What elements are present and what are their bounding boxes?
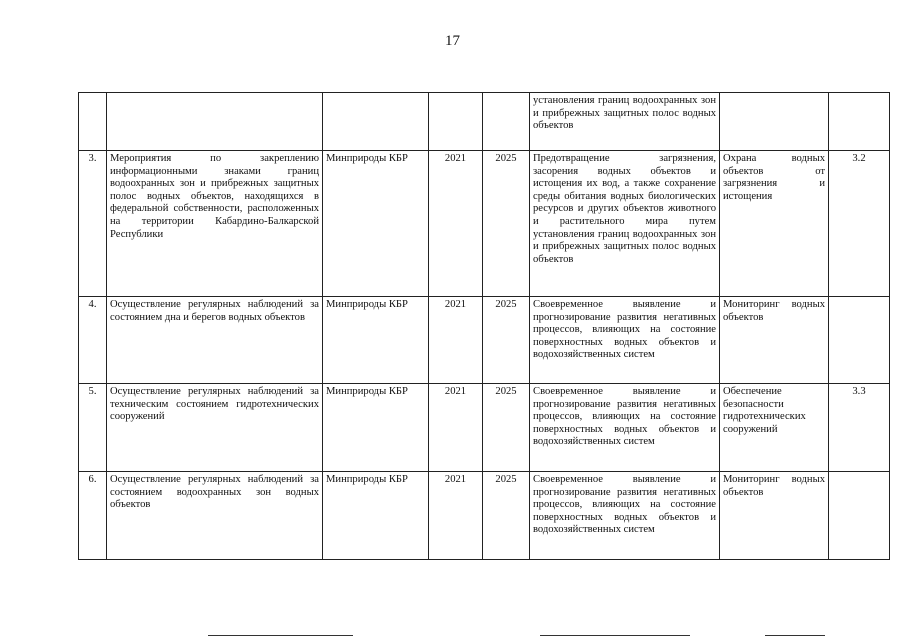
cell-executor: [323, 384, 429, 472]
goal-text: Охрана водных объектов от загрязнения и истощения: [723, 153, 825, 202]
expected-result-text: установления границ водоохранных зон и прибрежных защитных полос водных объектов: [533, 95, 716, 132]
footer-line-middle: [540, 635, 690, 636]
goal-text: Мониторинг водных объектов: [723, 474, 825, 498]
footer-line-left: [208, 635, 353, 636]
table-row: [79, 297, 890, 384]
cell-end-year: [483, 297, 530, 384]
cell-reference: [829, 384, 890, 472]
row-number-text: 4.: [88, 299, 97, 310]
cell-expected-result: [530, 151, 720, 297]
cell-row-number: [79, 384, 107, 472]
cell-end-year: [483, 472, 530, 560]
cell-start-year: [429, 151, 483, 297]
executor-text: Минприроды КБР: [326, 386, 408, 397]
cell-start-year: [429, 93, 483, 151]
cell-measure-name: [107, 151, 323, 297]
cell-row-number: [79, 151, 107, 297]
cell-row-number: [79, 93, 107, 151]
cell-reference: [829, 151, 890, 297]
cell-row-number: [79, 297, 107, 384]
table-row: [79, 93, 890, 151]
cell-executor: [323, 472, 429, 560]
measure-name-text: Осуществление регулярных наблюдений за состоянием водоохранных зон водных объектов: [110, 474, 319, 511]
measure-name-text: Осуществление регулярных наблюдений за состоянием дна и берегов водных объектов: [110, 299, 319, 323]
end-year-text: 2025: [495, 299, 517, 310]
expected-result-text: Своевременное выявление и прогнозирование развития негативных процессов, влияющих на состояние поверхностных водных объектов и водохозяйственных систем: [533, 386, 716, 448]
end-year-text: 2025: [495, 153, 517, 164]
row-number-text: 5.: [88, 386, 97, 397]
start-year-text: 2021: [444, 386, 467, 397]
cell-executor: [323, 297, 429, 384]
cell-executor: [323, 151, 429, 297]
page-number: 17: [445, 33, 460, 49]
table-row: [79, 472, 890, 560]
cell-expected-result: [530, 472, 720, 560]
end-year-text: 2025: [495, 386, 517, 397]
expected-result-text: Своевременное выявление и прогнозирование развития негативных процессов, влияющих на состояние поверхностных водных объектов и водохозяйственных систем: [533, 474, 716, 536]
cell-start-year: [429, 472, 483, 560]
cell-expected-result: [530, 93, 720, 151]
cell-reference: [829, 93, 890, 151]
cell-goal: [720, 297, 829, 384]
cell-measure-name: [107, 93, 323, 151]
cell-end-year: [483, 151, 530, 297]
expected-result-text: Своевременное выявление и прогнозирование развития негативных процессов, влияющих на состояние поверхностных водных объектов и водохозяйственных систем: [533, 299, 716, 361]
executor-text: Минприроды КБР: [326, 474, 408, 485]
expected-result-text: Предотвращение загрязнения, засорения водных объектов и истощения их вод, а также сохранение среды обитания водных биологических ресурсов и других объектов животного и растительного мира путем установления границ водоохранных зон и прибрежных защитных полос водных объектов: [533, 153, 716, 265]
cell-measure-name: [107, 297, 323, 384]
cell-goal: [720, 472, 829, 560]
reference-text: 3.2: [852, 153, 866, 164]
goal-text: Обеспечение безопасности гидротехнических сооружений: [723, 386, 806, 435]
cell-reference: [829, 472, 890, 560]
executor-text: Минприроды КБР: [326, 153, 408, 164]
row-number-text: 6.: [88, 474, 97, 485]
cell-executor: [323, 93, 429, 151]
cell-measure-name: [107, 384, 323, 472]
cell-expected-result: [530, 384, 720, 472]
cell-goal: [720, 151, 829, 297]
cell-row-number: [79, 472, 107, 560]
cell-expected-result: [530, 297, 720, 384]
start-year-text: 2021: [444, 299, 467, 310]
cell-reference: [829, 297, 890, 384]
cell-start-year: [429, 384, 483, 472]
row-number-text: 3.: [88, 153, 97, 164]
cell-goal: [720, 384, 829, 472]
cell-end-year: [483, 93, 530, 151]
cell-start-year: [429, 297, 483, 384]
start-year-text: 2021: [444, 474, 467, 485]
cell-measure-name: [107, 472, 323, 560]
table-row: [79, 384, 890, 472]
measure-name-text: Осуществление регулярных наблюдений за техническим состоянием гидротехнических сооружений: [110, 386, 319, 423]
table-row: [79, 151, 890, 297]
measures-table: [78, 92, 890, 560]
executor-text: Минприроды КБР: [326, 299, 408, 310]
goal-text: Мониторинг водных объектов: [723, 299, 825, 323]
start-year-text: 2021: [444, 153, 467, 164]
cell-end-year: [483, 384, 530, 472]
footer-line-right: [765, 635, 825, 636]
reference-text: 3.3: [852, 386, 866, 397]
end-year-text: 2025: [495, 474, 517, 485]
measure-name-text: Мероприятия по закреплению информационными знаками границ водоохранных зон и прибрежных защитных полос водных объектов, находящихся в федеральной собственности, расположенных на территории Кабардино-Балкарской Республики: [110, 153, 319, 240]
cell-goal: [720, 93, 829, 151]
